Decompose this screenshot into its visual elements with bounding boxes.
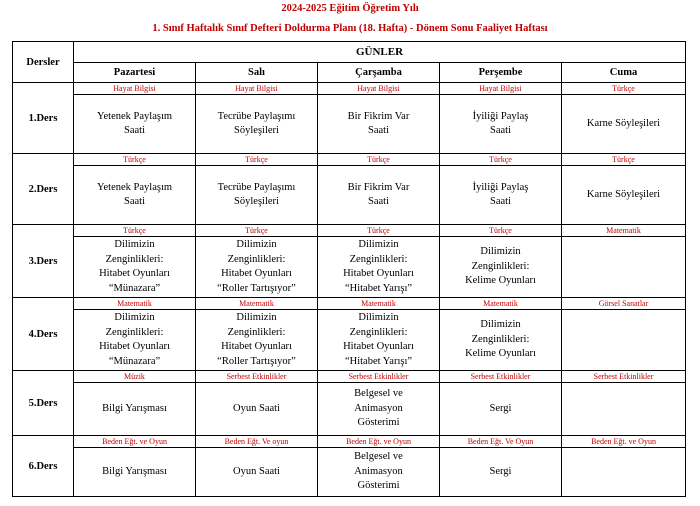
activity-line: Zenginlikleri: bbox=[349, 326, 408, 338]
lesson-label: 4.Ders bbox=[13, 298, 74, 371]
subject-cell: Türkçe bbox=[74, 225, 196, 237]
subject-cell: Türkçe bbox=[74, 154, 196, 166]
activity-line: Saati bbox=[490, 125, 511, 136]
activity-line: “Hitabet Yarışı” bbox=[344, 355, 413, 367]
subject-cell: Türkçe bbox=[562, 154, 686, 166]
subject-cell: Hayat Bilgisi bbox=[74, 83, 196, 95]
activity-row bbox=[13, 166, 686, 225]
activity-line: Hitabet Oyunları bbox=[221, 341, 292, 352]
activity-line: Zenginlikleri: bbox=[349, 253, 408, 265]
activity-cell bbox=[562, 383, 686, 436]
activity-line: “Roller Tartışıyor” bbox=[217, 282, 296, 294]
activity-line: “Roller Tartışıyor” bbox=[217, 355, 296, 367]
lesson-label: 6.Ders bbox=[13, 436, 74, 497]
activity-line: Kelime Oyunları bbox=[465, 348, 536, 360]
activity-line: Hitabet Oyunları bbox=[221, 268, 292, 279]
activity-line: Saati bbox=[124, 125, 145, 136]
subject-cell: Türkçe bbox=[318, 154, 440, 166]
activity-line: Kelime Oyunları bbox=[465, 275, 536, 287]
activity-line: İyiliği Paylaş bbox=[472, 110, 529, 122]
subject-cell: Beden Eğt. ve Oyun bbox=[562, 436, 686, 448]
activity-line: Karne Söyleşileri bbox=[586, 117, 661, 129]
activity-cell bbox=[440, 383, 562, 436]
subject-cell: Müzik bbox=[74, 371, 196, 383]
activity-line: Yetenek Paylaşım bbox=[96, 181, 173, 193]
activity-cell bbox=[318, 310, 440, 371]
day-header: Pazartesi bbox=[74, 63, 196, 83]
weekly-plan-table bbox=[12, 41, 686, 497]
activity-cell bbox=[74, 448, 196, 497]
activity-line: Dilimizin bbox=[114, 312, 155, 323]
activity-line: Saati bbox=[368, 125, 389, 136]
activity-line: Oyun Saati bbox=[233, 465, 280, 477]
activity-cell bbox=[74, 310, 196, 371]
day-header: Cuma bbox=[562, 63, 686, 83]
activity-row bbox=[13, 95, 686, 154]
activity-row bbox=[13, 448, 686, 497]
activity-line: Hitabet Oyunları bbox=[343, 341, 414, 352]
activity-line: Animasyon bbox=[354, 402, 403, 414]
activity-line: Hitabet Oyunları bbox=[99, 268, 170, 279]
activity-cell bbox=[318, 448, 440, 497]
subject-cell: Beden Eğt. ve Oyun bbox=[318, 436, 440, 448]
subject-cell: Hayat Bilgisi bbox=[196, 83, 318, 95]
subject-cell: Matematik bbox=[318, 298, 440, 310]
activity-line: Karne Söyleşileri bbox=[586, 188, 661, 200]
activity-line: “Münazara” bbox=[108, 355, 161, 367]
activity-line: Belgesel ve bbox=[354, 451, 403, 463]
activity-line: Dilimizin bbox=[236, 312, 277, 323]
activity-line: Bilgi Yarışması bbox=[102, 402, 167, 414]
day-header: Çarşamba bbox=[318, 63, 440, 83]
activity-line: Saati bbox=[368, 196, 389, 207]
subject-cell: Serbest Etkinlikler bbox=[196, 371, 318, 383]
activity-line: “Münazara” bbox=[108, 282, 161, 294]
activity-cell bbox=[318, 95, 440, 154]
activity-line: Zenginlikleri: bbox=[105, 326, 164, 338]
lesson-label: 5.Ders bbox=[13, 371, 74, 436]
subject-cell: Türkçe bbox=[440, 225, 562, 237]
subject-cell: Türkçe bbox=[196, 225, 318, 237]
activity-cell bbox=[74, 237, 196, 298]
subject-cell: Türkçe bbox=[440, 154, 562, 166]
activity-cell bbox=[196, 166, 318, 225]
activity-line: Sergi bbox=[489, 402, 512, 414]
activity-line: Dilimizin bbox=[358, 239, 399, 250]
activity-cell bbox=[318, 383, 440, 436]
activity-line: Yetenek Paylaşım bbox=[96, 110, 173, 122]
subject-cell: Beden Eğt. Ve oyun bbox=[196, 436, 318, 448]
activity-cell bbox=[440, 448, 562, 497]
activity-cell bbox=[562, 448, 686, 497]
subject-cell: Türkçe bbox=[196, 154, 318, 166]
activity-cell bbox=[440, 166, 562, 225]
gunler-header: GÜNLER bbox=[74, 42, 686, 63]
activity-cell bbox=[440, 237, 562, 298]
lesson-label: 3.Ders bbox=[13, 225, 74, 298]
activity-cell bbox=[440, 95, 562, 154]
activity-line: İyiliği Paylaş bbox=[472, 181, 529, 193]
activity-row bbox=[13, 310, 686, 371]
day-header: Perşembe bbox=[440, 63, 562, 83]
activity-cell bbox=[562, 310, 686, 371]
activity-row bbox=[13, 237, 686, 298]
subject-cell: Beden Eğt. ve Oyun bbox=[74, 436, 196, 448]
subject-cell: Serbest Etkinlikler bbox=[562, 371, 686, 383]
subject-cell: Beden Eğt. Ve Oyun bbox=[440, 436, 562, 448]
activity-row bbox=[13, 383, 686, 436]
activity-line: Zenginlikleri: bbox=[471, 260, 530, 272]
subject-row bbox=[13, 83, 686, 95]
subject-cell: Matematik bbox=[74, 298, 196, 310]
subject-cell: Serbest Etkinlikler bbox=[440, 371, 562, 383]
subject-cell: Serbest Etkinlikler bbox=[318, 371, 440, 383]
activity-cell bbox=[74, 166, 196, 225]
activity-cell bbox=[562, 95, 686, 154]
activity-line: Dilimizin bbox=[480, 246, 521, 258]
activity-line: Hitabet Oyunları bbox=[343, 268, 414, 279]
subject-row bbox=[13, 298, 686, 310]
activity-line: Söyleşileri bbox=[234, 196, 279, 207]
page-title: 2024-2025 Eğitim Öğretim Yılı bbox=[281, 3, 419, 14]
activity-line: Söyleşileri bbox=[234, 125, 279, 136]
activity-line: “Hitabet Yarışı” bbox=[344, 282, 413, 294]
activity-line: Dilimizin bbox=[114, 239, 155, 250]
activity-line: Gösterimi bbox=[357, 480, 400, 492]
activity-cell bbox=[318, 166, 440, 225]
activity-cell bbox=[196, 383, 318, 436]
subject-cell: Türkçe bbox=[562, 83, 686, 95]
activity-cell bbox=[440, 310, 562, 371]
activity-line: Animasyon bbox=[354, 465, 403, 477]
activity-cell bbox=[318, 237, 440, 298]
activity-cell bbox=[196, 310, 318, 371]
activity-cell bbox=[196, 448, 318, 497]
subject-cell: Hayat Bilgisi bbox=[318, 83, 440, 95]
activity-line: Zenginlikleri: bbox=[471, 333, 530, 345]
subject-row bbox=[13, 154, 686, 166]
activity-line: Oyun Saati bbox=[233, 402, 280, 414]
page-subtitle: 1. Sınıf Haftalık Sınıf Defteri Doldurma Planı (18. Hafta) - Dönem Sonu Faaliyet Haftası bbox=[152, 23, 548, 34]
subject-row bbox=[13, 436, 686, 448]
activity-cell bbox=[562, 166, 686, 225]
activity-line: Saati bbox=[124, 196, 145, 207]
lesson-label: 2.Ders bbox=[13, 154, 74, 225]
activity-line: Sergi bbox=[489, 465, 512, 477]
activity-line: Dilimizin bbox=[236, 239, 277, 250]
subject-row bbox=[13, 371, 686, 383]
activity-line: Bilgi Yarışması bbox=[102, 465, 167, 477]
subject-cell: Türkçe bbox=[318, 225, 440, 237]
activity-line: Bir Fikrim Var bbox=[347, 110, 410, 122]
subject-cell: Matematik bbox=[196, 298, 318, 310]
activity-cell bbox=[74, 95, 196, 154]
lesson-label: 1.Ders bbox=[13, 83, 74, 154]
activity-line: Dilimizin bbox=[480, 319, 521, 331]
subject-cell: Görsel Sanatlar bbox=[562, 298, 686, 310]
activity-line: Bir Fikrim Var bbox=[347, 181, 410, 193]
activity-line: Zenginlikleri: bbox=[105, 253, 164, 265]
activity-line: Zenginlikleri: bbox=[227, 326, 286, 338]
subject-cell: Matematik bbox=[440, 298, 562, 310]
activity-cell bbox=[562, 237, 686, 298]
activity-line: Belgesel ve bbox=[354, 388, 403, 400]
activity-cell bbox=[74, 383, 196, 436]
activity-line: Tecrübe Paylaşımı bbox=[217, 181, 296, 193]
activity-line: Hitabet Oyunları bbox=[99, 341, 170, 352]
activity-line: Saati bbox=[490, 196, 511, 207]
activity-line: Gösterimi bbox=[357, 417, 400, 429]
dersler-header: Dersler bbox=[13, 42, 74, 83]
subject-cell: Matematik bbox=[562, 225, 686, 237]
activity-line: Zenginlikleri: bbox=[227, 253, 286, 265]
activity-cell bbox=[196, 237, 318, 298]
activity-line: Tecrübe Paylaşımı bbox=[217, 110, 296, 122]
activity-cell bbox=[196, 95, 318, 154]
subject-row bbox=[13, 225, 686, 237]
day-header: Salı bbox=[196, 63, 318, 83]
subject-cell: Hayat Bilgisi bbox=[440, 83, 562, 95]
activity-line: Dilimizin bbox=[358, 312, 399, 323]
